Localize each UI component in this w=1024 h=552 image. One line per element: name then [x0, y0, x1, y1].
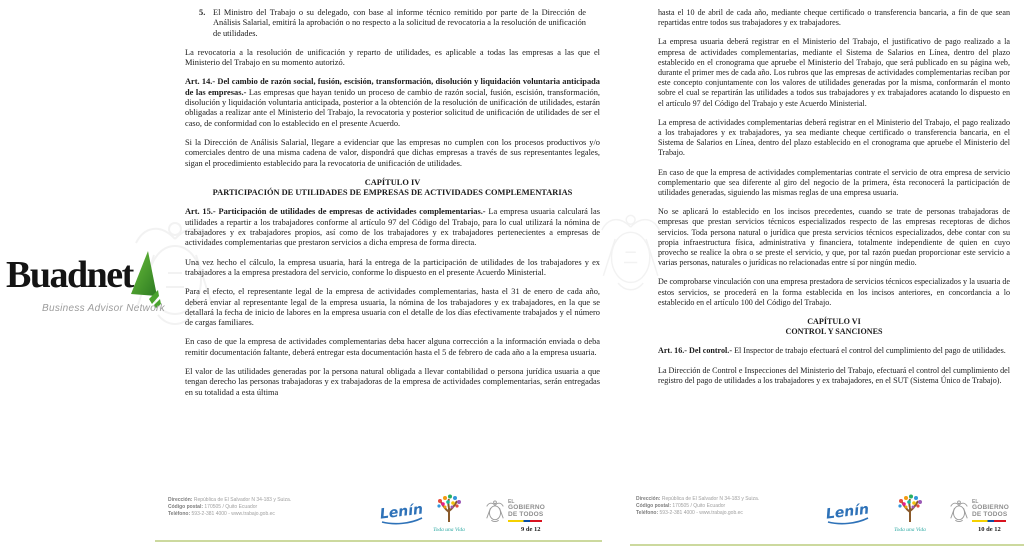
page-9-body — [185, 8, 600, 407]
paragraph-correccion: En caso de que la empresa de actividades complementarias deba hacer alguna corrección a la información enviada o deba remitir documentación faltante, deberá entregar esta documentación hasta el 5 de febrero de cada año a la empresa usuaria. — [185, 337, 600, 357]
paragraph-art14 — [185, 77, 600, 128]
chapter-title: CAPÍTULO IV — [364, 177, 421, 187]
numbered-list-item-5 — [199, 8, 586, 39]
buadnet-arrow-icon — [129, 249, 165, 309]
page-number-10: 10 de 12 — [978, 526, 1001, 533]
postal-label: Código postal: — [636, 503, 671, 509]
watermark-coat-of-arms-right — [596, 150, 666, 350]
ecuador-coat-of-arms-icon — [484, 498, 506, 524]
list-text: El Ministro del Trabajo o su delegado, con base al informe técnico remitido por parte de la Dirección de Análisis Salarial, emitirá la aprobación o no respecto a la solicitud de revocatoria a la resolución de unificación de utilidades. — [213, 8, 586, 38]
gobierno-line3: DE TODOS — [508, 510, 544, 518]
chapter-subtitle: CONTROL Y SANCIONES — [785, 327, 883, 337]
paragraph-direccion-salarial: Si la Dirección de Análisis Salarial, llegare a evidenciar que las empresas no cumplen con los procesos productivos y/o comerciales dentro de una misma cadena de valor, dispondrá que dichas empresas a través de sus representantes legales, sigan el procedimiento establecido para la revocatoria de unificación de utilidades. — [185, 137, 600, 168]
list-number: 5. — [199, 8, 206, 17]
buadnet-tagline: Business Advisor Network — [42, 303, 165, 314]
postal-label: Código postal: — [168, 504, 203, 510]
gobierno-line1: EL — [508, 499, 515, 506]
article-14-lead: Art. 14.- Del cambio de razón social, fusión, escisión, transformación, disolución y liquidación voluntaria anticipada de las empresas.- — [185, 77, 600, 97]
gobierno-line3: DE TODOS — [972, 510, 1008, 518]
paragraph-registro-complementarias: La empresa de actividades complementarias deberá registrar en el Ministerio del Trabajo, el pago realizado a los trabajadores y ex trabajadores, ya sea mediante cheque certificado o transferencia bancaria, en el Sistema de Salarios en Línea, dentro del plazo establecido en el cronograma que apruebe el Ministerio del Trabajo. — [658, 117, 1010, 158]
chapter-vi-heading — [658, 317, 1010, 337]
footer-address-page9 — [168, 497, 291, 518]
address-label: Dirección: — [636, 496, 661, 502]
article-15-lead: Art. 15.- Participación de utilidades de empresas de actividades complementarias.- — [185, 207, 486, 217]
ecuador-flag-stripe — [972, 520, 1006, 522]
chapter-title: CAPÍTULO VI — [807, 317, 861, 327]
toda-una-vida-tree-icon — [432, 494, 466, 522]
postal-value: 170505 / Quito Ecuador — [672, 503, 726, 509]
phone-value: 593-2-381 4000 - www.trabajo.gob.ec — [659, 510, 743, 516]
paragraph-control-inspecciones: La Dirección de Control e Inspecciones del Ministerio del Trabajo, efectuará el control del cumplimiento del registro del pago de utilidades a los trabajadores y ex trabajadores, en el SUT (Sistema Único de Trabajo). — [658, 365, 1010, 385]
toda-una-vida-caption: Toda una Vida — [894, 527, 926, 533]
toda-una-vida-caption: Toda una Vida — [433, 527, 465, 533]
paragraph-art16 — [658, 346, 1010, 356]
address-value: República de El Salvador N 34-183 y Suiza. — [193, 497, 292, 503]
phone-label: Teléfono: — [636, 510, 659, 516]
toda-una-vida-tree-icon — [893, 494, 927, 522]
paragraph-revocatoria: La revocatoria a la resolución de unificación y reparto de utilidades, es aplicable a todas las empresas a las que el Ministerio del Trabajo en su momento autorizó. — [185, 47, 600, 68]
address-label: Dirección: — [168, 497, 193, 503]
gobierno-line2: GOBIERNO — [972, 504, 1009, 512]
footer-address-page10 — [636, 496, 759, 517]
svg-text:Lenín: Lenín — [379, 501, 424, 523]
postal-value: 170505 / Quito Ecuador — [204, 504, 258, 510]
ecuador-flag-stripe — [508, 520, 542, 522]
footer-rule-page10 — [630, 544, 1024, 546]
page-number-9: 9 de 12 — [521, 526, 541, 533]
paragraph-abril: hasta el 10 de abril de cada año, mediante cheque certificado o transferencia bancaria, a fin de que sean repartidas entre todos sus trabajadores y ex trabajadores. — [658, 8, 1010, 28]
paragraph-efecto: Para el efecto, el representante legal de la empresa de actividades complementarias, hasta el 31 de enero de cada año, deberá enviar al representante legal de la empresa usuaria, la nómina de los trabajadores y ex trabajadores, en la que se detallará la fecha de inicio de labores en la empresa usuaria con el detalle de los días efectivamente trabajados y el número de cargas familiares. — [185, 287, 600, 328]
lenin-signature-logo — [376, 499, 428, 532]
paragraph-valor-utilidades: El valor de las utilidades generadas por la persona natural obligada a llevar contabilidad o persona jurídica usuaria a que tengan derecho las personas trabajadoras y ex trabajadoras de la empresa de actividades complementarias, serán entregadas en su totalidad a esta última — [185, 367, 600, 397]
paragraph-contrate: En caso de que la empresa de actividades complementarias contrate el servicio de otra empresa de servicio complementario que sea diferente al giro del negocio de la primera, ésta reconocerá la participación de utilidades generadas, siguiendo las mismas reglas de una empresa usuaria. — [658, 167, 1010, 198]
gobierno-line1: EL — [972, 499, 979, 506]
toda-una-vida-logo — [893, 494, 927, 533]
svg-text:Lenín: Lenín — [825, 501, 870, 523]
phone-value: 593-2-381 4000 - www.trabajo.gob.ec — [191, 511, 275, 517]
page-10-body — [658, 8, 1010, 395]
article-16-lead: Art. 16.- Del control.- — [658, 346, 733, 356]
paragraph-no-aplicara: No se aplicará lo establecido en los incisos precedentes, cuando se trate de personas trabajadoras de empresas que prestan servicios técnicos especializados respecto de las empresas receptoras de dichos servicios. Toda persona natural o jurídica que presta servicios técnicos especializados, debe contar con su propia infraestructura física, administrativa y financiera, totalmente independiente de quien en cuyo provecho se realice la obra o se preste el servicio, y que, por tal razón puedan proporcionar este servicio a varias personas, naturales o jurídicas no relacionadas entre sí por ningún medio. — [658, 207, 1010, 268]
paragraph-art15 — [185, 207, 600, 248]
toda-una-vida-logo — [432, 494, 466, 533]
gobierno-logo-page9 — [484, 498, 545, 524]
lenin-signature-logo — [822, 499, 874, 532]
chapter-iv-heading — [185, 178, 600, 199]
ecuador-coat-of-arms-icon — [948, 498, 970, 524]
gobierno-logo-page10 — [948, 498, 1009, 524]
buadnet-wordmark: Buadnet — [6, 254, 133, 296]
paragraph-calculo: Una vez hecho el cálculo, la empresa usuaria, hará la entrega de la participación de utilidades de los trabajadores y ex trabajadores a la empresa prestadora del servicio, conforme lo dispuesto en el presente Acuerdo Ministerial. — [185, 257, 600, 277]
paragraph-registro-usuaria: La empresa usuaria deberá registrar en el Ministerio del Trabajo, el justificativo de pago realizado a la empresa de actividades complementarias, mediante el Sistema de Salarios en Línea, dentro del plazo establecido en el cronograma que apruebe el Ministerio del Trabajo, que será publicado en su página web, durante el primer mes de cada año. Los rubros que las empresas de actividades complementarias reciban por este concepto conjuntamente con los valores de utilidades generadas por la misma, conformarán el monto sobre el cual se repartirán las utilidades a todos sus trabajadores y ex trabajadores acatando lo dispuesto en el artículo 97 del Código del Trabajo y este Acuerdo Ministerial. — [658, 37, 1010, 108]
footer-rule-page9 — [155, 540, 602, 542]
article-16-text: El Inspector de trabajo efectuará el control del cumplimiento del pago de utilidades. — [734, 346, 1006, 356]
article-15-text: La empresa usuaria calculará las utilidades a repartir a los trabajadores conforme al artículo 97 del Código del Trabajo, para lo cual utilizará la nómina de trabajadores y ex trabajadores propios, así como de los trabajadores y ex trabajadores pertenecientes a empresas de actividades complementarias que prestaron servicios a dicha empresa de forma directa. — [185, 207, 600, 248]
phone-label: Teléfono: — [168, 511, 191, 517]
article-14-text: Las empresas que hayan tenido un proceso de cambio de razón social, fusión, escisión, transformación, disolución y liquidación voluntaria anticipada, posterior a la obtención de la resolución de unificación de utilidades, estarán obligadas a realizar ante el Ministerio del Trabajo, la revocatoria y posterior solicitud de unificación de utilidades de ser el caso, de conformidad con lo establecido en el presente Acuerdo. — [185, 87, 601, 128]
gobierno-line2: GOBIERNO — [508, 504, 545, 512]
buadnet-logo — [6, 255, 184, 314]
paragraph-comprobarse: De comprobarse vinculación con una empresa prestadora de servicios técnicos especializados y la usuaria de estos servicios, se procederá en la forma establecida en los incisos anteriores, en concordancia a lo establecido en el artículo 100 del Código del Trabajo. — [658, 277, 1010, 307]
address-value: República de El Salvador N 34-183 y Suiza. — [661, 496, 760, 502]
chapter-subtitle: PARTICIPACIÓN DE UTILIDADES DE EMPRESAS DE ACTIVIDADES COMPLEMENTARIAS — [212, 188, 573, 198]
